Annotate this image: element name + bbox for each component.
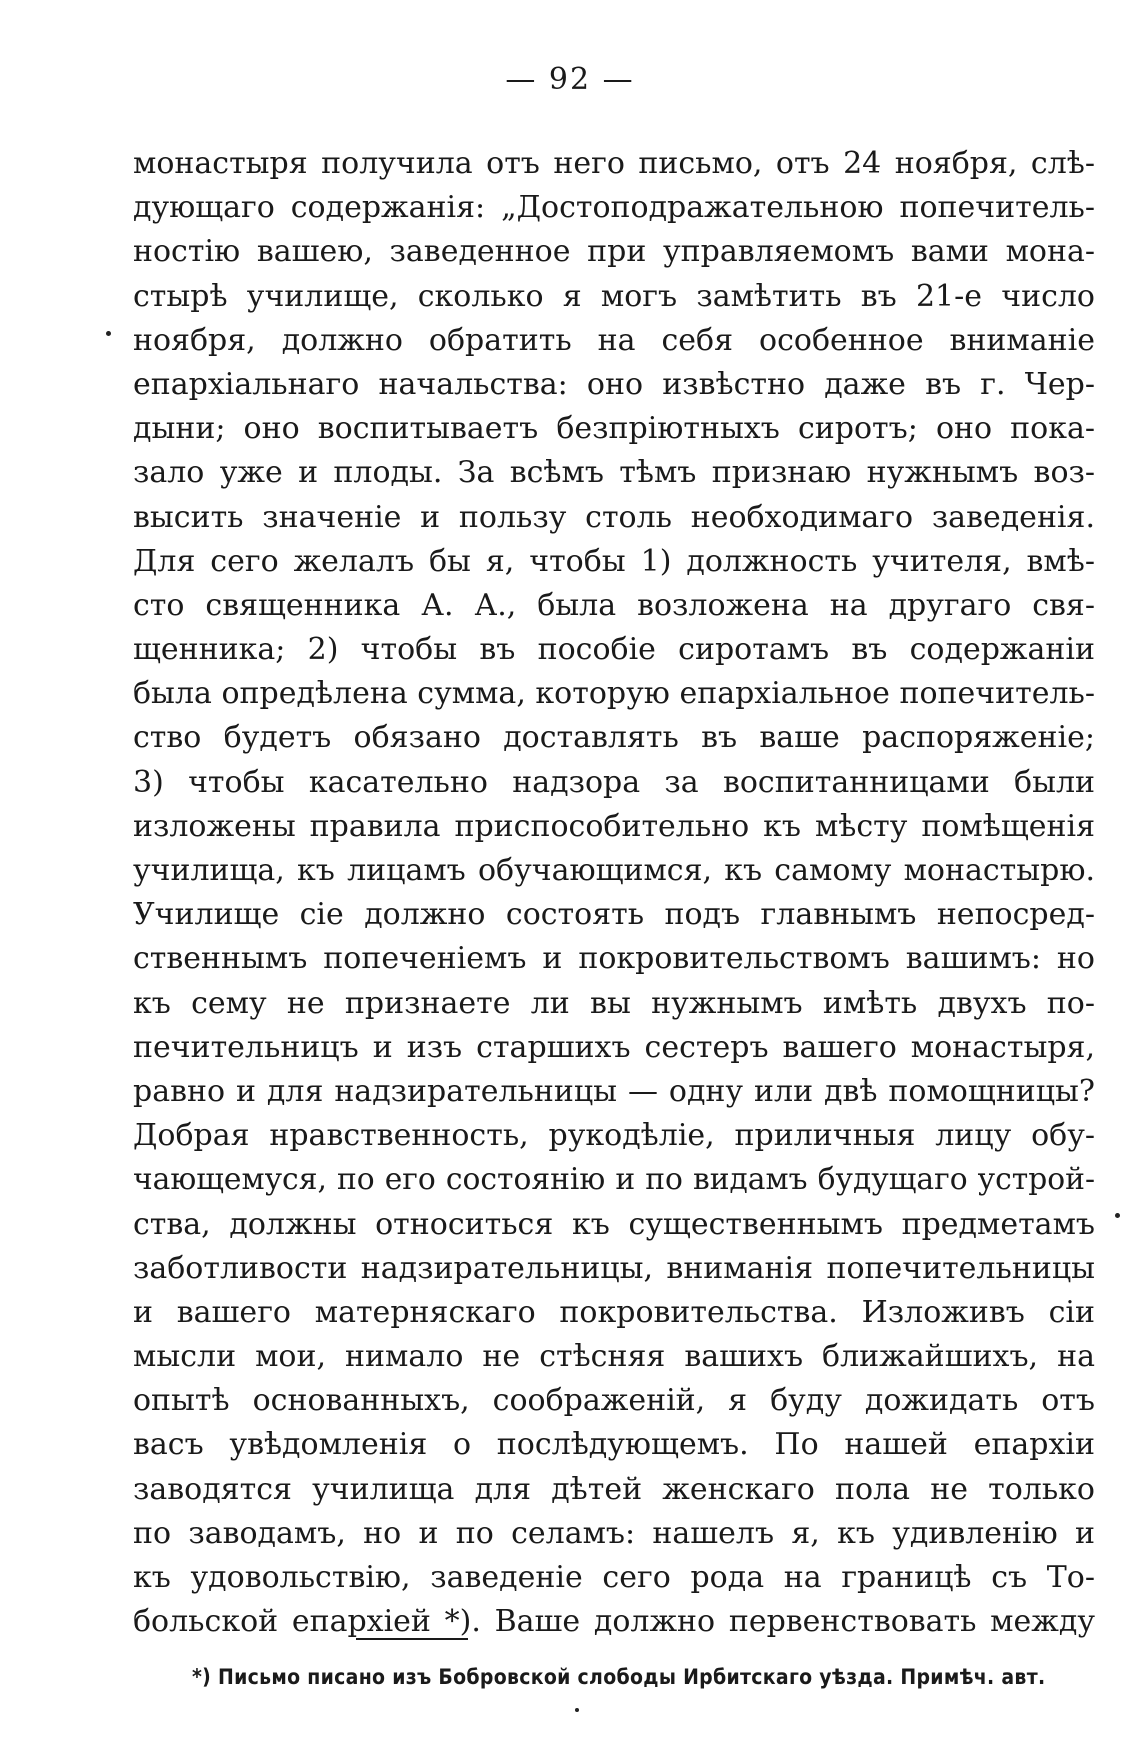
text-line: щенника; 2) чтобы въ пособіе сиротамъ въ содержаніи	[133, 632, 1095, 668]
scan-speck	[1115, 1213, 1120, 1218]
text-line: сто священника А. А., была возложена на другаго свя-	[133, 587, 1095, 623]
text-line: изложены правила приспособительно къ мѣсту помѣщенія	[133, 808, 1095, 844]
text-line: стырѣ училище, сколько я могъ замѣтить въ 21-е число	[133, 278, 1095, 314]
text-line: епархіальнаго начальства: оно извѣстно даже въ г. Чер-	[133, 366, 1095, 402]
text-line: мысли мои, нимало не стѣсняя вашихъ ближайшихъ, на	[133, 1339, 1095, 1375]
text-line: чающемуся, по его состоянію и по видамъ будущаго устрой-	[133, 1162, 1095, 1198]
text-line: ностію вашею, заведенное при управляемомъ вами мона-	[133, 234, 1095, 270]
text-line: Училище сіе должно состоять подъ главнымъ непосред-	[133, 897, 1095, 933]
text-line: заботливости надзирательницы, вниманія попечительницы	[133, 1250, 1095, 1286]
text-line: печительницъ и изъ старшихъ сестеръ вашего монастыря,	[133, 1029, 1095, 1065]
footnote: *) Письмо писано изъ Бобровской слободы Ирбитскаго уѣзда. Примѣч. авт.	[192, 1665, 1046, 1689]
text-line: Добрая нравственность, рукодѣліе, приличныя лицу обу-	[133, 1118, 1095, 1154]
text-line: ственнымъ попеченіемъ и покровительствомъ вашимъ: но	[133, 941, 1095, 977]
text-line: васъ увѣдомленія о послѣдующемъ. По нашей епархіи	[133, 1427, 1095, 1463]
text-line: 3) чтобы касательно надзора за воспитанницами были	[133, 764, 1095, 800]
footnote-divider	[356, 1638, 468, 1640]
text-line: къ удовольствію, заведеніе сего рода на границѣ съ То-	[133, 1560, 1095, 1595]
page-number: — 92 —	[505, 62, 635, 97]
text-line: ноября, должно обратить на себя особенное вниманіе	[133, 322, 1095, 358]
scan-speck	[106, 331, 111, 336]
text-line: училища, къ лицамъ обучающимся, къ самому монастырю.	[133, 853, 1095, 888]
text-line: больской епархіей *). Ваше должно первенствовать между	[133, 1604, 1095, 1640]
text-line: равно и для надзирательницы — одну или двѣ помощницы?	[133, 1073, 1095, 1109]
text-line: къ сему не признаете ли вы нужнымъ имѣть двухъ по-	[133, 985, 1095, 1021]
text-line: была опредѣлена сумма, которую епархіальное попечитель-	[133, 676, 1095, 712]
text-line: заводятся училища для дѣтей женскаго пола не только	[133, 1471, 1095, 1507]
text-line: монастыря получила отъ него письмо, отъ 24 ноября, слѣ-	[133, 146, 1095, 181]
text-line: ства, должны относиться къ существеннымъ предметамъ	[133, 1206, 1095, 1242]
text-line: ство будетъ обязано доставлять въ ваше распоряженіе;	[133, 720, 1095, 756]
text-line: и вашего матерняскаго покровительства. Изложивъ сіи	[133, 1294, 1095, 1330]
text-line: дующаго содержанія: „Достоподражательною попечитель-	[133, 190, 1095, 226]
body-text	[133, 142, 1095, 1644]
text-line: Для сего желалъ бы я, чтобы 1) должность учителя, вмѣ-	[133, 543, 1095, 579]
text-line: дыни; оно воспитываетъ безпріютныхъ сиротъ; оно пока-	[133, 411, 1095, 447]
text-line: по заводамъ, но и по селамъ: нашелъ я, къ удивленію и	[133, 1515, 1095, 1551]
text-line: высить значеніе и пользу столь необходимаго заведенія.	[133, 499, 1095, 535]
text-line: зало уже и плоды. За всѣмъ тѣмъ признаю нужнымъ воз-	[133, 455, 1095, 491]
scan-speck	[575, 1708, 579, 1712]
text-line: опытѣ основанныхъ, соображеній, я буду дожидать отъ	[133, 1383, 1095, 1419]
